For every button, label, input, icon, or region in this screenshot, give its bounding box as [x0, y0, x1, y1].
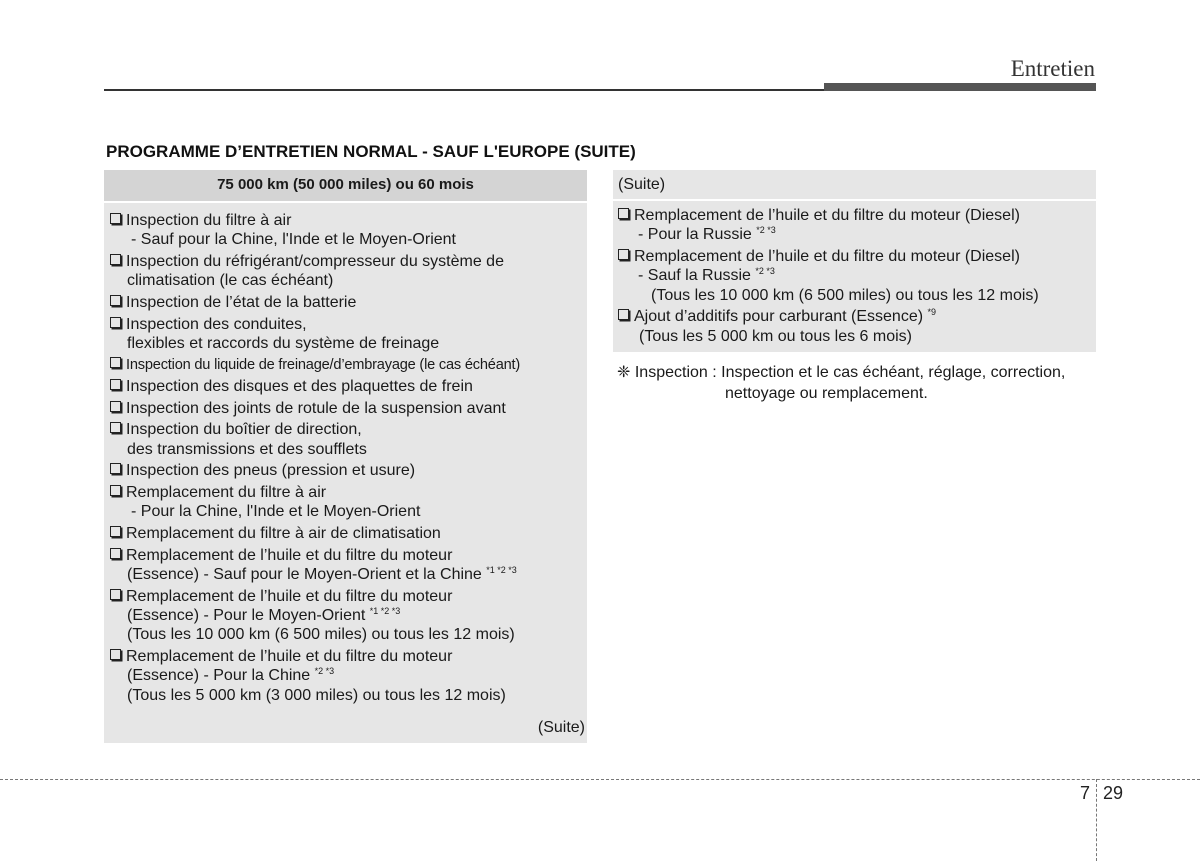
- footnote-marks: *2 *3: [756, 225, 776, 236]
- list-item: Remplacement de l’huile et du filtre du moteur (Diesel) - Pour la Russie $^{*2 *3}$: [618, 206, 1096, 245]
- note-text-cont: nettoyage ou remplacement.: [725, 385, 928, 402]
- interval-heading: 75 000 km (50 000 miles) ou 60 mois: [104, 170, 587, 203]
- list-item: Remplacement de l’huile et du filtre du moteur (Essence) - Pour la Chine $^{*2 *3}$ (Tous les 5 000 km (3 000 miles) ou tous les 12 mois): [110, 647, 587, 705]
- chapter-title: Entretien: [1010, 56, 1095, 81]
- checkbox-icon: [618, 249, 629, 260]
- checkbox-icon: [110, 379, 121, 390]
- checkbox-icon: [110, 485, 121, 496]
- list-item: Inspection du liquide de freinage/d’embrayage (le cas échéant): [110, 356, 587, 375]
- footnote-marks: *2 *3: [314, 666, 335, 677]
- chapter-number: 7: [1079, 783, 1090, 803]
- list-item: Remplacement de l’huile et du filtre du moteur (Diesel) - Sauf la Russie $^{*2 *3}$ (Tous les 10 000 km (6 500 miles) ou tous les 12 mois): [618, 247, 1096, 305]
- page-number: 29: [1103, 783, 1124, 803]
- list-item: Inspection des joints de rotule de la suspension avant: [110, 399, 587, 418]
- inspection-note: [617, 362, 1065, 404]
- maintenance-panel-75000km: [104, 170, 587, 743]
- checkbox-icon: [110, 649, 121, 660]
- checkbox-icon: [110, 463, 121, 474]
- list-item: Inspection du boîtier de direction, des transmissions et des soufflets: [110, 420, 587, 459]
- checkbox-icon: [110, 317, 121, 328]
- list-item: Remplacement du filtre à air de climatisation: [110, 524, 587, 543]
- list-item: Inspection du réfrigérant/compresseur du système de climatisation (le cas échéant): [110, 252, 587, 291]
- note-label: Inspection :: [634, 364, 717, 381]
- list-item: Inspection des disques et des plaquettes de frein: [110, 377, 587, 396]
- checkbox-icon: [110, 401, 121, 412]
- footnote-marks: *1 *2 *3: [486, 564, 517, 575]
- maintenance-list-continued: [613, 201, 1096, 346]
- footnote-marks: *2 *3: [755, 266, 775, 277]
- checkbox-icon: [618, 208, 629, 219]
- footnote-marks: *9: [927, 307, 937, 318]
- checkbox-icon: [110, 422, 121, 433]
- footer-rule: [0, 779, 1200, 780]
- checkbox-icon: [110, 526, 121, 537]
- header-rule-accent: [824, 83, 1096, 91]
- list-item: Remplacement de l’huile et du filtre du moteur (Essence) - Pour le Moyen-Orient $^{*1 *2 *3}$ (Tous les 10 000 km (6 500 miles) ou tous les 12 mois): [110, 587, 587, 645]
- checkbox-icon: [110, 589, 121, 600]
- section-title: PROGRAMME D’ENTRETIEN NORMAL - SAUF L'EUROPE (SUITE): [106, 142, 636, 161]
- list-item: Inspection de l’état de la batterie: [110, 293, 587, 312]
- continued-label: (Suite): [537, 719, 585, 736]
- footer-divider: [1096, 779, 1097, 861]
- list-item: Ajout d’additifs pour carburant (Essence) $^{*9}$ (Tous les 5 000 km ou tous les 6 mois): [618, 307, 1096, 346]
- note-symbol-icon: ❈: [617, 364, 631, 381]
- list-item: Remplacement de l’huile et du filtre du moteur (Essence) - Sauf pour le Moyen-Orient et la Chine $^{*1 *2 *3}$: [110, 546, 587, 585]
- maintenance-panel-continued: [613, 170, 1096, 352]
- checkbox-icon: [110, 548, 121, 559]
- checkbox-icon: [110, 254, 121, 265]
- list-item: Inspection du filtre à air - Sauf pour la Chine, l'Inde et le Moyen-Orient: [110, 211, 587, 250]
- checkbox-icon: [110, 357, 121, 368]
- list-item: Inspection des pneus (pression et usure): [110, 461, 587, 480]
- checkbox-icon: [110, 213, 121, 224]
- maintenance-list: [104, 203, 587, 705]
- list-item: Inspection des conduites, flexibles et raccords du système de freinage: [110, 315, 587, 354]
- checkbox-icon: [618, 309, 629, 320]
- note-text: Inspection et le cas échéant, réglage, correction,: [721, 364, 1066, 381]
- list-item: Remplacement du filtre à air - Pour la Chine, l'Inde et le Moyen-Orient: [110, 483, 587, 522]
- footnote-marks: *1 *2 *3: [369, 605, 401, 616]
- continued-heading: (Suite): [613, 170, 1096, 201]
- header-rule: [104, 89, 824, 91]
- checkbox-icon: [110, 295, 121, 306]
